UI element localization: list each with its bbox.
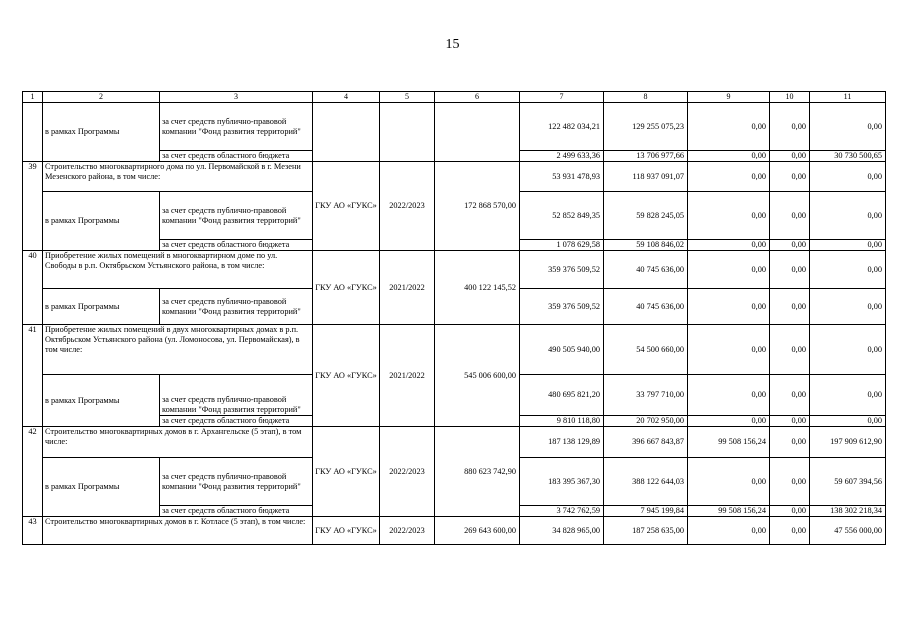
program-label: в рамках Программы bbox=[43, 458, 160, 517]
table-row bbox=[23, 325, 886, 375]
value-cell: 118 937 091,07 bbox=[604, 162, 688, 192]
years: 2022/2023 bbox=[380, 162, 435, 251]
value-cell: 0,00 bbox=[770, 103, 810, 151]
value-cell: 0,00 bbox=[770, 506, 810, 517]
value-cell: 122 482 034,21 bbox=[520, 103, 604, 151]
value-cell: 0,00 bbox=[770, 427, 810, 458]
value-cell: 3 742 762,59 bbox=[520, 506, 604, 517]
value-cell: 59 607 394,56 bbox=[810, 458, 886, 506]
source-label: за счет средств публично-правовой компании "Фонд развития территорий" bbox=[160, 192, 313, 240]
header-cell: 8 bbox=[604, 92, 688, 103]
years: 2021/2022 bbox=[380, 251, 435, 325]
value-cell: 480 695 821,20 bbox=[520, 375, 604, 416]
source-label: за счет средств публично-правовой компании "Фонд развития территорий" bbox=[160, 458, 313, 506]
page-number: 15 bbox=[445, 37, 460, 52]
source-label: за счет средств публично-правовой компании "Фонд развития территорий" bbox=[160, 103, 313, 151]
source-label: за счет средств публично-правовой компании "Фонд развития территорий" bbox=[160, 289, 313, 325]
project-title: Приобретение жилых помещений в двух многоквартирных домах в р.п. Октябрьском Устьянского района (ул. Ломоносова, ул. Первомайская), в том числе: bbox=[43, 325, 313, 375]
header-cell: 7 bbox=[520, 92, 604, 103]
executor: ГКУ АО «ГУКС» bbox=[313, 517, 380, 545]
total-cost: 545 006 600,00 bbox=[435, 325, 520, 427]
years: 2022/2023 bbox=[380, 517, 435, 545]
value-cell: 0,00 bbox=[810, 192, 886, 240]
value-cell: 187 258 635,00 bbox=[604, 517, 688, 545]
header-cell: 1 bbox=[23, 92, 43, 103]
project-title: Приобретение жилых помещений в многоквартирном доме по ул. Свободы в р.п. Октябрьском Устьянского района, в том числе: bbox=[43, 251, 313, 289]
header-cell: 9 bbox=[688, 92, 770, 103]
value-cell: 0,00 bbox=[810, 375, 886, 416]
total-cost: 172 868 570,00 bbox=[435, 162, 520, 251]
value-cell: 33 797 710,00 bbox=[604, 375, 688, 416]
value-cell: 0,00 bbox=[810, 162, 886, 192]
program-label: в рамках Программы bbox=[43, 103, 160, 162]
value-cell: 9 810 118,80 bbox=[520, 416, 604, 427]
value-cell: 20 702 950,00 bbox=[604, 416, 688, 427]
header-cell: 10 bbox=[770, 92, 810, 103]
value-cell: 359 376 509,52 bbox=[520, 251, 604, 289]
total-cost: 269 643 600,00 bbox=[435, 517, 520, 545]
value-cell: 396 667 843,87 bbox=[604, 427, 688, 458]
row-number: 40 bbox=[23, 251, 43, 325]
value-cell: 2 499 633,36 bbox=[520, 151, 604, 162]
row-number: 39 bbox=[23, 162, 43, 251]
budget-table bbox=[22, 91, 886, 545]
value-cell: 187 138 129,89 bbox=[520, 427, 604, 458]
header-cell: 6 bbox=[435, 92, 520, 103]
value-cell: 0,00 bbox=[688, 251, 770, 289]
table-row bbox=[23, 517, 886, 545]
program-label: в рамках Программы bbox=[43, 289, 160, 325]
value-cell: 1 078 629,58 bbox=[520, 240, 604, 251]
table-row bbox=[23, 103, 886, 151]
value-cell: 53 931 478,93 bbox=[520, 162, 604, 192]
value-cell: 0,00 bbox=[770, 325, 810, 375]
value-cell: 0,00 bbox=[810, 325, 886, 375]
value-cell: 138 302 218,34 bbox=[810, 506, 886, 517]
header-cell: 3 bbox=[160, 92, 313, 103]
value-cell: 0,00 bbox=[770, 458, 810, 506]
table-row bbox=[23, 162, 886, 192]
value-cell: 129 255 075,23 bbox=[604, 103, 688, 151]
value-cell: 0,00 bbox=[688, 240, 770, 251]
value-cell: 0,00 bbox=[688, 416, 770, 427]
value-cell: 0,00 bbox=[770, 416, 810, 427]
value-cell: 30 730 500,65 bbox=[810, 151, 886, 162]
executor: ГКУ АО «ГУКС» bbox=[313, 427, 380, 517]
value-cell: 54 500 660,00 bbox=[604, 325, 688, 375]
total-cost: 400 122 145,52 bbox=[435, 251, 520, 325]
years: 2022/2023 bbox=[380, 427, 435, 517]
value-cell: 59 108 846,02 bbox=[604, 240, 688, 251]
value-cell: 0,00 bbox=[688, 458, 770, 506]
value-cell: 47 556 000,00 bbox=[810, 517, 886, 545]
value-cell: 0,00 bbox=[688, 325, 770, 375]
source-label: за счет средств областного бюджета bbox=[160, 240, 313, 251]
source-label: за счет средств областного бюджета bbox=[160, 151, 313, 162]
value-cell: 13 706 977,66 bbox=[604, 151, 688, 162]
value-cell: 359 376 509,52 bbox=[520, 289, 604, 325]
value-cell: 99 508 156,24 bbox=[688, 427, 770, 458]
years: 2021/2022 bbox=[380, 325, 435, 427]
value-cell: 388 122 644,03 bbox=[604, 458, 688, 506]
header-row bbox=[23, 92, 886, 103]
executor: ГКУ АО «ГУКС» bbox=[313, 325, 380, 427]
project-title: Строительство многоквартирных домов в г. Котласе (5 этап), в том числе: bbox=[43, 517, 313, 545]
program-label: в рамках Программы bbox=[43, 375, 160, 427]
header-cell: 2 bbox=[43, 92, 160, 103]
header-cell: 4 bbox=[313, 92, 380, 103]
table-row bbox=[23, 427, 886, 458]
row-number: 42 bbox=[23, 427, 43, 517]
value-cell: 490 505 940,00 bbox=[520, 325, 604, 375]
value-cell: 0,00 bbox=[688, 289, 770, 325]
value-cell: 0,00 bbox=[770, 517, 810, 545]
value-cell: 0,00 bbox=[688, 151, 770, 162]
project-title: Строительство многоквартирного дома по ул. Первомайской в г. Мезени Мезенского района, в том числе: bbox=[43, 162, 313, 192]
value-cell: 0,00 bbox=[810, 251, 886, 289]
value-cell: 0,00 bbox=[770, 192, 810, 240]
value-cell: 183 395 367,30 bbox=[520, 458, 604, 506]
value-cell: 0,00 bbox=[688, 103, 770, 151]
value-cell: 40 745 636,00 bbox=[604, 289, 688, 325]
value-cell: 0,00 bbox=[810, 289, 886, 325]
value-cell: 34 828 965,00 bbox=[520, 517, 604, 545]
value-cell: 0,00 bbox=[770, 251, 810, 289]
program-label: в рамках Программы bbox=[43, 192, 160, 251]
value-cell: 0,00 bbox=[770, 240, 810, 251]
source-label: за счет средств публично-правовой компании "Фонд развития территорий" bbox=[160, 375, 313, 416]
value-cell: 0,00 bbox=[688, 162, 770, 192]
value-cell: 99 508 156,24 bbox=[688, 506, 770, 517]
value-cell: 0,00 bbox=[770, 289, 810, 325]
header-cell: 11 bbox=[810, 92, 886, 103]
value-cell: 52 852 849,35 bbox=[520, 192, 604, 240]
executor: ГКУ АО «ГУКС» bbox=[313, 251, 380, 325]
value-cell: 0,00 bbox=[810, 103, 886, 151]
value-cell: 59 828 245,05 bbox=[604, 192, 688, 240]
value-cell: 0,00 bbox=[770, 151, 810, 162]
source-label: за счет средств областного бюджета bbox=[160, 416, 313, 427]
value-cell: 0,00 bbox=[688, 192, 770, 240]
executor: ГКУ АО «ГУКС» bbox=[313, 162, 380, 251]
value-cell: 197 909 612,90 bbox=[810, 427, 886, 458]
value-cell: 0,00 bbox=[688, 375, 770, 416]
project-title: Строительство многоквартирных домов в г. Архангельске (5 этап), в том числе: bbox=[43, 427, 313, 458]
value-cell: 7 945 199,84 bbox=[604, 506, 688, 517]
header-cell: 5 bbox=[380, 92, 435, 103]
table-row bbox=[23, 251, 886, 289]
row-number: 41 bbox=[23, 325, 43, 427]
total-cost: 880 623 742,90 bbox=[435, 427, 520, 517]
value-cell: 40 745 636,00 bbox=[604, 251, 688, 289]
row-number: 43 bbox=[23, 517, 43, 545]
value-cell: 0,00 bbox=[688, 517, 770, 545]
value-cell: 0,00 bbox=[810, 416, 886, 427]
value-cell: 0,00 bbox=[770, 375, 810, 416]
value-cell: 0,00 bbox=[810, 240, 886, 251]
source-label: за счет средств областного бюджета bbox=[160, 506, 313, 517]
value-cell: 0,00 bbox=[770, 162, 810, 192]
